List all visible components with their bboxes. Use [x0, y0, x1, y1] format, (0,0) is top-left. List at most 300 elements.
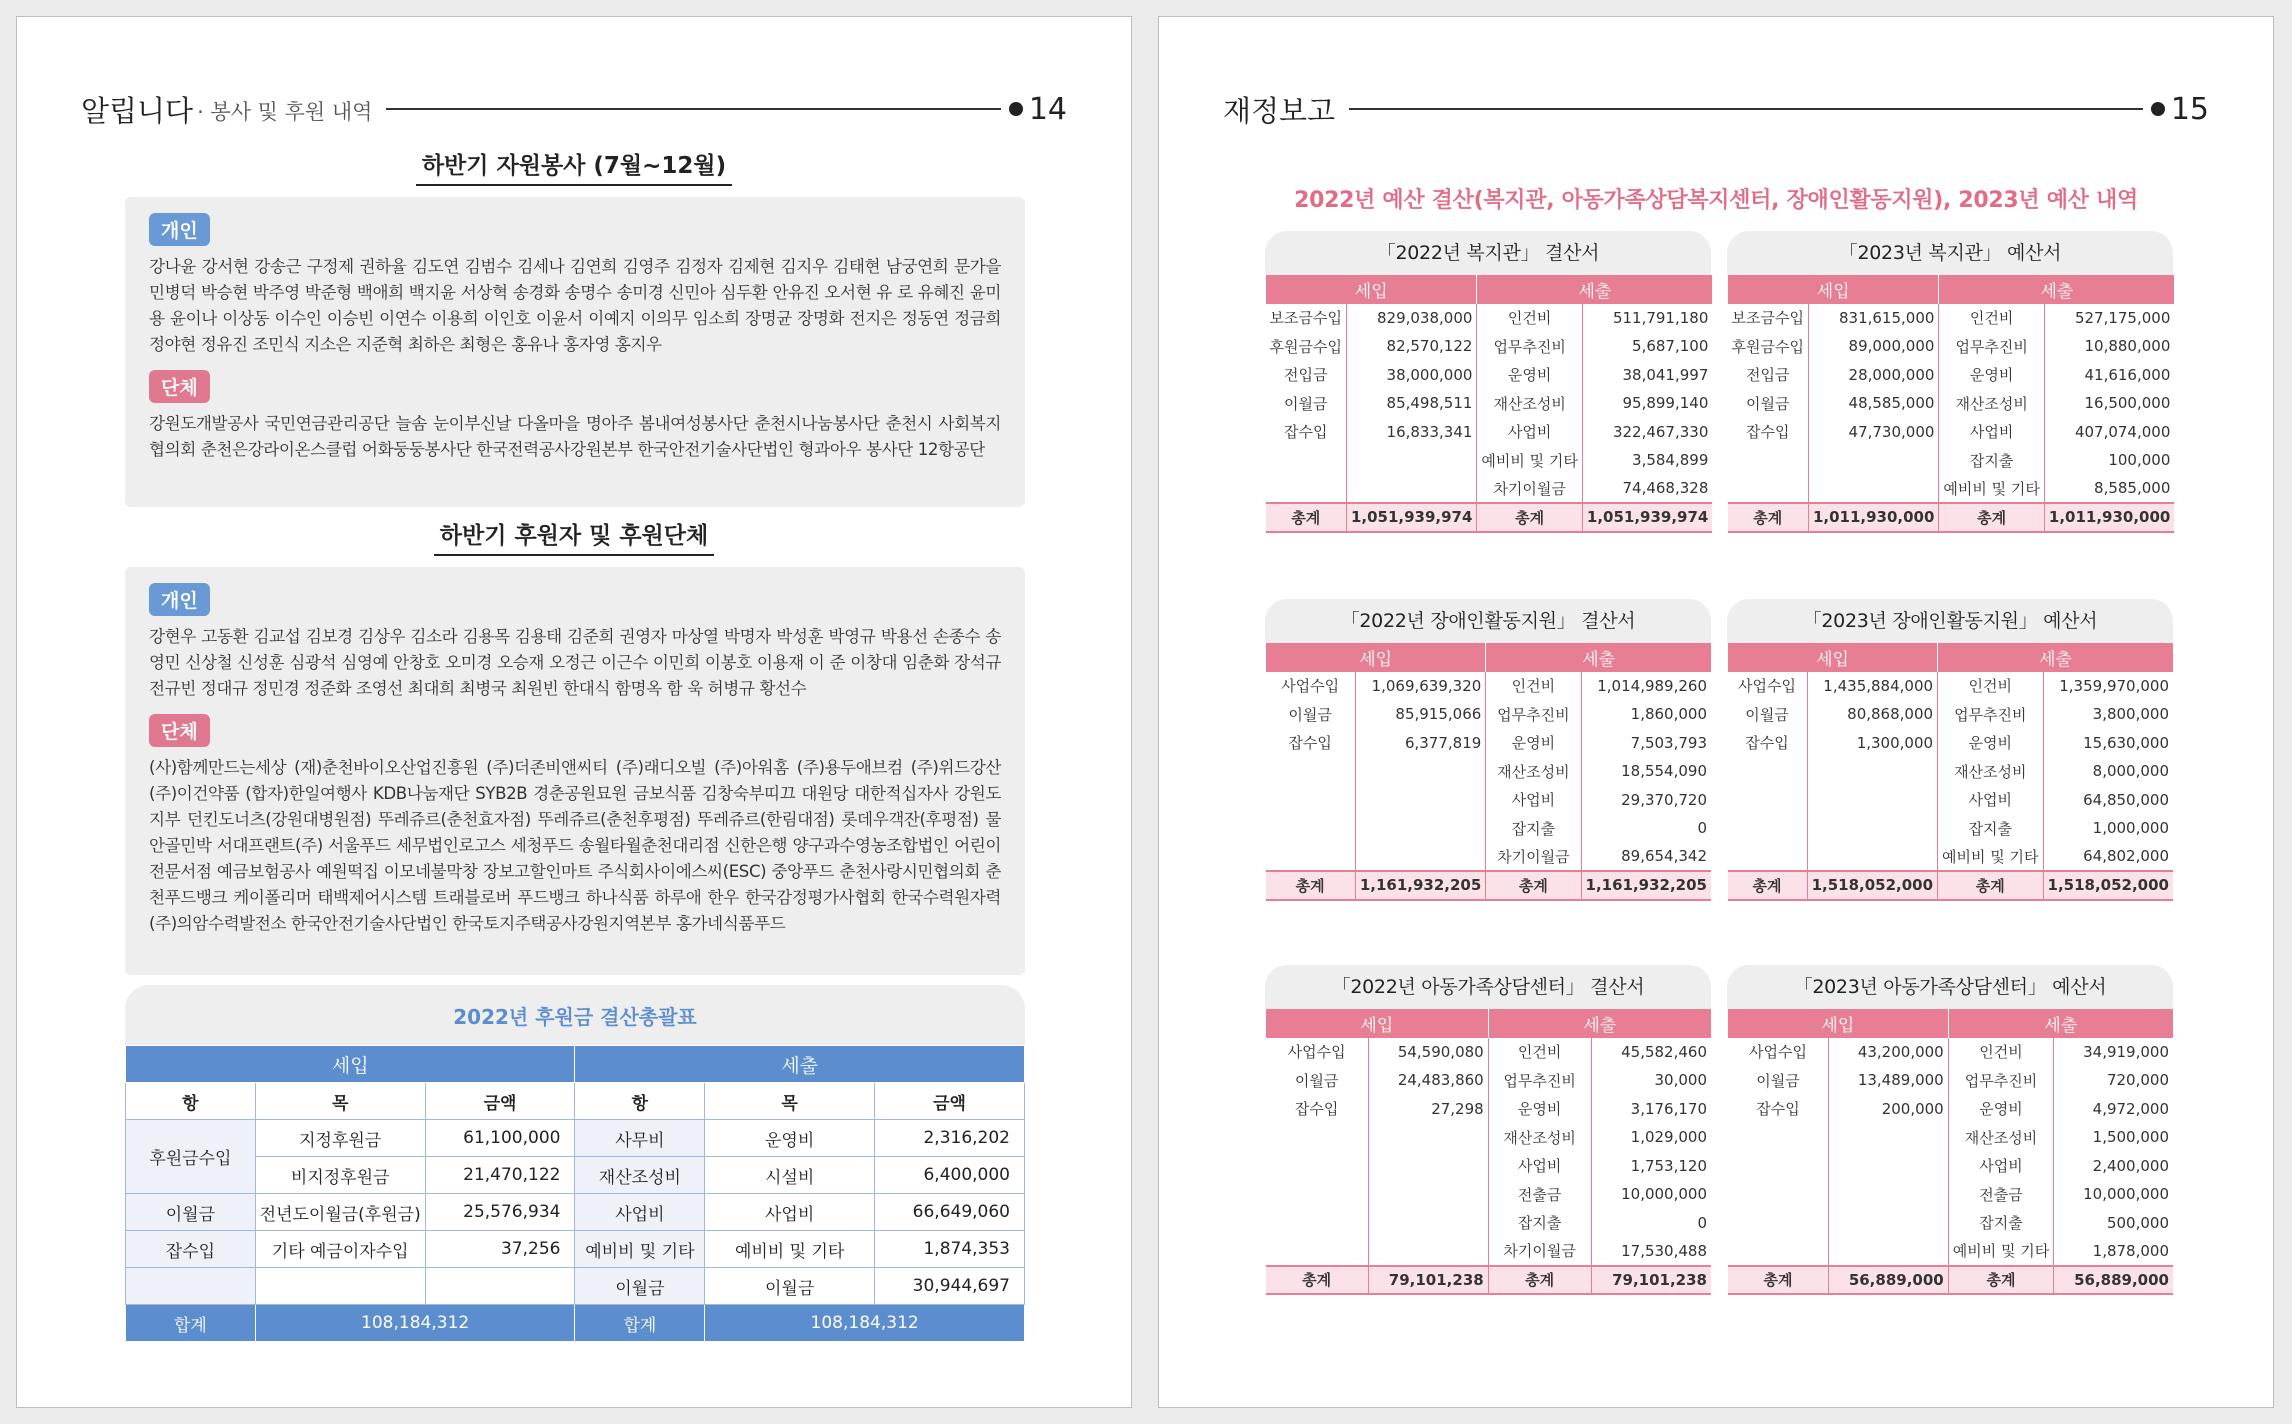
table-row: [1728, 1152, 2174, 1181]
summary-cell: 재산조성비: [575, 1157, 705, 1194]
finance-cell: 1,753,120: [1591, 1152, 1711, 1181]
finance-cell: 전입금: [1283, 366, 1328, 385]
finance-table-card: [1265, 599, 1711, 901]
finance-cell: [1266, 1209, 1369, 1238]
summary-cell: 사무비: [575, 1120, 705, 1157]
finance-cell: 잡수입: [1745, 423, 1790, 442]
table-row: [1728, 843, 2174, 872]
finance-cell: 0: [1591, 1209, 1711, 1238]
summary-cell: [255, 1268, 425, 1305]
finance-cell: 이월금: [1294, 1071, 1339, 1090]
finance-cell: 100,000: [2044, 446, 2174, 475]
finance-cell: 1,500,000: [2054, 1123, 2173, 1152]
summary-cell: 이월금: [705, 1268, 875, 1305]
finance-cell: [1266, 814, 1356, 843]
finance-cell: 43,200,000: [1829, 1038, 1948, 1067]
table-row: [1266, 304, 1713, 333]
finance-cell: 1,000,000: [2043, 814, 2173, 843]
finance-table: [1265, 275, 1712, 533]
finance-cell: 89,000,000: [1808, 332, 1938, 361]
table-row: [1728, 1123, 2174, 1152]
finance-cell: 38,000,000: [1346, 361, 1476, 390]
summary-cell: 기타 예금이자수입: [255, 1231, 425, 1268]
finance-cell: 전입금: [1745, 366, 1790, 385]
finance-cell: 사업수입: [1287, 1043, 1346, 1062]
table-row: [1266, 729, 1712, 758]
summary-cell: 예비비 및 기타: [575, 1231, 705, 1268]
table-row: [1728, 304, 2175, 333]
table-row: [1728, 757, 2174, 786]
finance-cell: 이월금: [1745, 394, 1790, 413]
finance-cell: 54,590,080: [1368, 1038, 1488, 1067]
table-row: [1728, 361, 2175, 390]
finance-total-cell: 총계: [1728, 503, 1809, 532]
finance-cell: 사업비: [1477, 418, 1582, 447]
finance-cell: 1,029,000: [1591, 1123, 1711, 1152]
finance-cell: 80,868,000: [1807, 700, 1937, 729]
finance-cell: 13,489,000: [1829, 1066, 1948, 1095]
finance-cell: [1266, 1237, 1369, 1266]
finance-cell: 인건비: [1488, 1038, 1591, 1067]
summary-box: [125, 985, 1025, 1339]
finance-table-title: 「2022년 장애인활동지원」 결산서: [1265, 599, 1711, 643]
table-row: [1728, 672, 2174, 701]
summary-cell: 37,256: [425, 1231, 575, 1268]
finance-cell: 운영비: [1939, 361, 2044, 390]
header-rule: [1349, 108, 2143, 110]
sponsors-box: [125, 567, 1025, 975]
finance-total-cell: 1,051,939,974: [1346, 503, 1476, 532]
summary-cell: 6,400,000: [875, 1157, 1025, 1194]
finance-cell: 운영비: [1486, 729, 1581, 758]
right-page: [1158, 16, 2274, 1408]
finance-table-title: 「2023년 복지관」 예산서: [1727, 231, 2173, 275]
finance-cell: 이월금: [1745, 705, 1789, 724]
finance-cell: 사업비: [1948, 1152, 2053, 1181]
finance-cell: 사업비: [1488, 1152, 1591, 1181]
finance-cell: [1728, 843, 1808, 872]
finance-cell: 운영비: [1948, 1095, 2053, 1124]
summary-col-header: 항: [575, 1083, 705, 1120]
finance-cell: [1728, 1123, 1829, 1152]
finance-cell: [1728, 475, 1809, 504]
finance-cell: 잡지출: [1488, 1209, 1591, 1238]
table-row: [1266, 361, 1713, 390]
finance-cell: 후원금수입: [1731, 337, 1804, 356]
summary-total-row: [126, 1305, 1025, 1342]
finance-income-header: 세입: [1728, 275, 1939, 304]
finance-cell: 34,919,000: [2054, 1038, 2173, 1067]
finance-cell: 38,041,997: [1582, 361, 1712, 390]
volunteer-group-label: 단체: [149, 370, 210, 403]
finance-cell: 28,000,000: [1808, 361, 1938, 390]
finance-cell: [1829, 1180, 1948, 1209]
finance-total-cell: 1,518,052,000: [2043, 871, 2173, 900]
finance-cell: [1266, 843, 1356, 872]
finance-cell: 업무추진비: [1488, 1066, 1591, 1095]
finance-cell: [1728, 1152, 1829, 1181]
summary-cell: 사업비: [575, 1194, 705, 1231]
volunteer-box: [125, 197, 1025, 507]
finance-cell: 업무추진비: [1939, 332, 2044, 361]
finance-cell: 829,038,000: [1346, 304, 1476, 333]
summary-cell: 사업비: [705, 1194, 875, 1231]
finance-total-row: [1266, 871, 1712, 900]
finance-cell: 전출금: [1488, 1180, 1591, 1209]
finance-cell: 500,000: [2054, 1209, 2173, 1238]
finance-cell: 잡지출: [1948, 1209, 2053, 1238]
finance-cell: [1829, 1123, 1948, 1152]
finance-cell: 6,377,819: [1355, 729, 1485, 758]
left-page-header: [81, 81, 1067, 137]
finance-table-title: 「2023년 장애인활동지원」 예산서: [1727, 599, 2173, 643]
finance-cell: 30,000: [1591, 1066, 1711, 1095]
finance-cell: 24,483,860: [1368, 1066, 1488, 1095]
finance-income-header: 세입: [1266, 275, 1477, 304]
left-header-title: 알립니다: [81, 93, 194, 128]
summary-col-header: 목: [255, 1083, 425, 1120]
finance-table: [1727, 643, 2173, 901]
finance-cell: [1266, 1152, 1369, 1181]
finance-expense-header: 세출: [1477, 275, 1712, 304]
summary-cell: [126, 1268, 256, 1305]
finance-table-title: 「2023년 아동가족상담센터」 예산서: [1727, 965, 2173, 1009]
finance-table-card: [1265, 965, 1711, 1295]
finance-total-row: [1266, 1266, 1712, 1295]
finance-cell: 운영비: [1488, 1095, 1591, 1124]
table-row: [1728, 446, 2175, 475]
finance-cell: 이월금: [1283, 394, 1328, 413]
summary-expense-total: 108,184,312: [705, 1305, 1025, 1342]
finance-cell: 차기이월금: [1488, 1237, 1591, 1266]
finance-cell: 41,616,000: [2044, 361, 2174, 390]
finance-cell: 85,915,066: [1355, 700, 1485, 729]
finance-cell: 527,175,000: [2044, 304, 2174, 333]
finance-cell: 인건비: [1486, 672, 1581, 701]
finance-cell: [1266, 1180, 1369, 1209]
finance-income-header: 세입: [1728, 1009, 1949, 1038]
finance-cell: 1,860,000: [1581, 700, 1711, 729]
right-page-header: [1223, 81, 2209, 137]
summary-income-total: 108,184,312: [255, 1305, 575, 1342]
finance-cell: 잡지출: [1938, 814, 2043, 843]
finance-cell: 10,000,000: [2054, 1180, 2173, 1209]
finance-cell: 잡수입: [1756, 1100, 1800, 1119]
finance-total-cell: 56,889,000: [1829, 1266, 1948, 1295]
finance-cell: 예비비 및 기타: [1939, 475, 2044, 504]
header-rule: [386, 108, 1000, 110]
finance-cell: 16,500,000: [2044, 389, 2174, 418]
table-row: [1266, 475, 1713, 504]
finance-cell: 재산조성비: [1486, 757, 1581, 786]
finance-income-header: 세입: [1266, 1009, 1489, 1038]
finance-table-title: 「2022년 복지관」 결산서: [1265, 231, 1711, 275]
summary-cell: 이월금: [126, 1194, 256, 1231]
finance-cell: 운영비: [1938, 729, 2043, 758]
table-row: [1728, 1066, 2174, 1095]
table-row: [126, 1120, 1025, 1157]
summary-cell: 30,944,697: [875, 1268, 1025, 1305]
summary-cell: 지정후원금: [255, 1120, 425, 1157]
finance-cell: 재산조성비: [1477, 389, 1582, 418]
table-row: [1266, 332, 1713, 361]
finance-cell: 48,585,000: [1808, 389, 1938, 418]
finance-cell: 200,000: [1829, 1095, 1948, 1124]
finance-cell: [1355, 843, 1485, 872]
left-page: [16, 16, 1132, 1408]
finance-cell: 8,585,000: [2044, 475, 2174, 504]
summary-cell: 2,316,202: [875, 1120, 1025, 1157]
volunteer-individual-text: 강나윤 강서현 강송근 구정제 권하율 김도연 김범수 김세나 김연희 김영주 김정자 김제현 김지우 김태현 남궁연희 문가을 민병덕 박승현 박주영 박준형 백애희 백지윤 서상혁 송경화 송명수 송미경 신민아 심두환 안유진 오서현 유 로 유혜진 윤미용 윤이나 이상동 이수인 이승빈 이연수 이용희 이인호 이윤서 이예지 이의무 임소희 장명균 장명화 전지은 정동연 정금희 정야현 정유진 조민식 지소은 지준혁 최하은 최형은 홍유나 홍자영 홍지우: [149, 257, 1001, 354]
finance-cell: 74,468,328: [1582, 475, 1712, 504]
table-row: [1266, 1209, 1712, 1238]
finance-total-cell: 총계: [1938, 871, 2043, 900]
finance-cell: 보조금수입: [1731, 309, 1804, 328]
finance-cell: 17,530,488: [1591, 1237, 1711, 1266]
finance-cell: 1,014,989,260: [1581, 672, 1711, 701]
finance-cell: 5,687,100: [1582, 332, 1712, 361]
finance-expense-header: 세출: [1939, 275, 2174, 304]
finance-cell: 2,400,000: [2054, 1152, 2173, 1181]
finance-cell: [1355, 786, 1485, 815]
finance-cell: [1728, 1180, 1829, 1209]
sponsors-group-label: 단체: [149, 714, 210, 747]
summary-cell: 25,576,934: [425, 1194, 575, 1231]
finance-total-cell: 79,101,238: [1591, 1266, 1711, 1295]
summary-expense-header: 세출: [575, 1046, 1025, 1083]
left-header-subtitle: · 봉사 및 후원 내역: [197, 99, 373, 124]
finance-total-cell: 1,011,930,000: [2044, 503, 2174, 532]
finance-cell: 8,000,000: [2043, 757, 2173, 786]
finance-cell: 재산조성비: [1488, 1123, 1591, 1152]
finance-cell: [1266, 786, 1356, 815]
finance-cell: 3,176,170: [1591, 1095, 1711, 1124]
finance-cell: 이월금: [1756, 1071, 1800, 1090]
finance-cell: 업무추진비: [1486, 700, 1581, 729]
finance-total-row: [1728, 1266, 2174, 1295]
summary-table: [125, 1045, 1025, 1342]
finance-cell: [1368, 1209, 1488, 1238]
table-row: [1266, 1237, 1712, 1266]
sponsors-title: [17, 513, 1131, 556]
finance-total-cell: 79,101,238: [1368, 1266, 1488, 1295]
finance-table: [1727, 275, 2174, 533]
finance-cell: 재산조성비: [1948, 1123, 2053, 1152]
finance-cell: 47,730,000: [1808, 418, 1938, 447]
finance-total-row: [1728, 503, 2175, 532]
finance-cell: 예비비 및 기타: [1948, 1237, 2053, 1266]
finance-cell: 85,498,511: [1346, 389, 1476, 418]
finance-cell: 4,972,000: [2054, 1095, 2173, 1124]
finance-cell: 잡수입: [1294, 1100, 1339, 1119]
right-page-number: 15: [2170, 91, 2209, 127]
finance-cell: 45,582,460: [1591, 1038, 1711, 1067]
summary-cell: 비지정후원금: [255, 1157, 425, 1194]
table-row: [1728, 786, 2174, 815]
summary-cell: 운영비: [705, 1120, 875, 1157]
finance-cell: 전출금: [1948, 1180, 2053, 1209]
finance-total-cell: 총계: [1266, 503, 1347, 532]
finance-cell: [1266, 1123, 1369, 1152]
finance-cell: [1807, 843, 1937, 872]
finance-cell: [1368, 1123, 1488, 1152]
table-row: [1266, 1095, 1712, 1124]
volunteer-title: [17, 143, 1131, 186]
sponsors-individual-label: 개인: [149, 583, 210, 616]
table-row: [1266, 1180, 1712, 1209]
table-row: [126, 1231, 1025, 1268]
finance-total-cell: 총계: [1266, 1266, 1369, 1295]
finance-cell: 재산조성비: [1939, 389, 2044, 418]
finance-cell: 0: [1581, 814, 1711, 843]
volunteer-individual-label: 개인: [149, 213, 210, 246]
finance-cell: 3,584,899: [1582, 446, 1712, 475]
finance-cell: [1807, 757, 1937, 786]
finance-table: [1265, 643, 1711, 901]
summary-cell: 예비비 및 기타: [705, 1231, 875, 1268]
header-dot-icon: [1009, 102, 1023, 116]
table-row: [1266, 1152, 1712, 1181]
finance-cell: [1728, 1209, 1829, 1238]
table-row: [1266, 418, 1713, 447]
finance-expense-header: 세출: [1488, 1009, 1711, 1038]
finance-cell: [1355, 757, 1485, 786]
finance-cell: 27,298: [1368, 1095, 1488, 1124]
finance-cell: 82,570,122: [1346, 332, 1476, 361]
table-row: [1266, 843, 1712, 872]
table-row: [1728, 1180, 2174, 1209]
finance-cell: [1829, 1237, 1948, 1266]
finance-cell: 10,880,000: [2044, 332, 2174, 361]
finance-cell: 1,878,000: [2054, 1237, 2173, 1266]
table-row: [1266, 757, 1712, 786]
volunteer-title-text: 하반기 자원봉사 (7월~12월): [416, 143, 732, 186]
table-row: [1728, 1095, 2174, 1124]
finance-cell: 인건비: [1939, 304, 2044, 333]
finance-cell: 322,467,330: [1582, 418, 1712, 447]
finance-table-card: [1727, 965, 2173, 1295]
finance-cell: 18,554,090: [1581, 757, 1711, 786]
header-dot-icon: [2151, 102, 2165, 116]
finance-cell: 잡수입: [1745, 734, 1789, 753]
volunteer-group-text: 강원도개발공사 국민연금관리공단 늘솜 눈이부신날 다올마을 명아주 봄내여성봉사단 춘천시나눔봉사단 춘천시 사회복지협의회 춘천은강라이온스클럽 어화둥둥봉사단 한국전력공사강원본부 한국안전기술사단법인 형과아우 봉사단 12항공단: [149, 414, 1001, 459]
finance-cell: 10,000,000: [1591, 1180, 1711, 1209]
finance-table-card: [1265, 231, 1711, 533]
table-row: [126, 1194, 1025, 1231]
finance-cell: [1808, 446, 1938, 475]
finance-headline: 2022년 예산 결산(복지관, 아동가족상담복지센터, 장애인활동지원), 2023년 예산 내역: [1294, 188, 2138, 213]
finance-cell: 사업수입: [1748, 1043, 1807, 1062]
table-row: [1266, 446, 1713, 475]
summary-income-header: 세입: [126, 1046, 575, 1083]
table-row: [1728, 475, 2175, 504]
summary-cell: 잡수입: [126, 1231, 256, 1268]
summary-col-header: 목: [705, 1083, 875, 1120]
finance-cell: 3,800,000: [2043, 700, 2173, 729]
finance-cell: [1728, 1237, 1829, 1266]
table-row: [1728, 1237, 2174, 1266]
finance-total-cell: 총계: [1728, 1266, 1829, 1295]
table-row: [1728, 389, 2175, 418]
finance-cell: [1368, 1180, 1488, 1209]
finance-table: [1727, 1009, 2173, 1295]
finance-cell: 사업비: [1938, 786, 2043, 815]
finance-cell: 보조금수입: [1269, 309, 1342, 328]
table-row: [1728, 1209, 2174, 1238]
finance-cell: [1368, 1237, 1488, 1266]
finance-total-row: [1266, 503, 1713, 532]
summary-cell: [425, 1268, 575, 1305]
summary-cell: 후원금수입: [126, 1120, 256, 1194]
finance-total-cell: 총계: [1939, 503, 2044, 532]
summary-total-label: 합계: [126, 1305, 256, 1342]
table-row: [1728, 1038, 2174, 1067]
finance-cell: 잡수입: [1283, 423, 1328, 442]
table-row: [1266, 700, 1712, 729]
finance-cell: 1,300,000: [1807, 729, 1937, 758]
finance-cell: 407,074,000: [2044, 418, 2174, 447]
finance-cell: 사업수입: [1738, 677, 1797, 696]
finance-cell: 95,899,140: [1582, 389, 1712, 418]
finance-cell: [1266, 446, 1347, 475]
finance-cell: [1829, 1209, 1948, 1238]
finance-cell: 차기이월금: [1477, 475, 1582, 504]
finance-cell: 89,654,342: [1581, 843, 1711, 872]
finance-table-card: [1727, 599, 2173, 901]
table-row: [1266, 786, 1712, 815]
finance-cell: 15,630,000: [2043, 729, 2173, 758]
summary-cell: 시설비: [705, 1157, 875, 1194]
finance-cell: 재산조성비: [1938, 757, 2043, 786]
finance-cell: [1728, 786, 1808, 815]
table-row: [126, 1157, 1025, 1194]
finance-cell: 511,791,180: [1582, 304, 1712, 333]
sponsors-individual-text: 강현우 고동환 김교섭 김보경 김상우 김소라 김용목 김용태 김준희 권영자 마상열 박명자 박성훈 박영규 박용선 손종수 송영민 신상철 신성훈 심광석 심영예 안창호 오미경 오승재 오정근 이근수 이민희 이봉호 이용재 이 준 이창대 임춘화 장석규 전규빈 정대규 정민경 정준화 조영선 최대희 최병국 최원빈 한대식 함명옥 함 욱 허병규 황선수: [149, 627, 1001, 698]
finance-income-header: 세입: [1266, 643, 1486, 672]
summary-cell: 전년도이월금(후원금): [255, 1194, 425, 1231]
table-row: [1728, 729, 2174, 758]
finance-cell: 잡수입: [1288, 734, 1332, 753]
table-row: [1728, 814, 2174, 843]
table-row: [1728, 332, 2175, 361]
finance-cell: [1368, 1152, 1488, 1181]
finance-total-cell: 56,889,000: [2054, 1266, 2173, 1295]
finance-cell: [1346, 475, 1476, 504]
finance-cell: [1266, 757, 1356, 786]
finance-cell: [1807, 814, 1937, 843]
finance-expense-header: 세출: [1938, 643, 2173, 672]
finance-cell: 인건비: [1948, 1038, 2053, 1067]
finance-cell: 64,802,000: [2043, 843, 2173, 872]
table-row: [1266, 1123, 1712, 1152]
finance-cell: 잡지출: [1939, 446, 2044, 475]
finance-cell: [1266, 475, 1347, 504]
finance-expense-header: 세출: [1948, 1009, 2173, 1038]
summary-col-header: 금액: [425, 1083, 575, 1120]
finance-total-cell: 총계: [1486, 871, 1581, 900]
finance-cell: 831,615,000: [1808, 304, 1938, 333]
finance-cell: [1807, 786, 1937, 815]
finance-total-cell: 1,518,052,000: [1807, 871, 1937, 900]
finance-cell: 16,833,341: [1346, 418, 1476, 447]
table-row: [1266, 1038, 1712, 1067]
summary-col-header: 금액: [875, 1083, 1025, 1120]
table-row: [1728, 418, 2175, 447]
finance-cell: 7,503,793: [1581, 729, 1711, 758]
table-row: [126, 1268, 1025, 1305]
finance-table: [1265, 1009, 1711, 1295]
finance-cell: 이월금: [1288, 705, 1332, 724]
